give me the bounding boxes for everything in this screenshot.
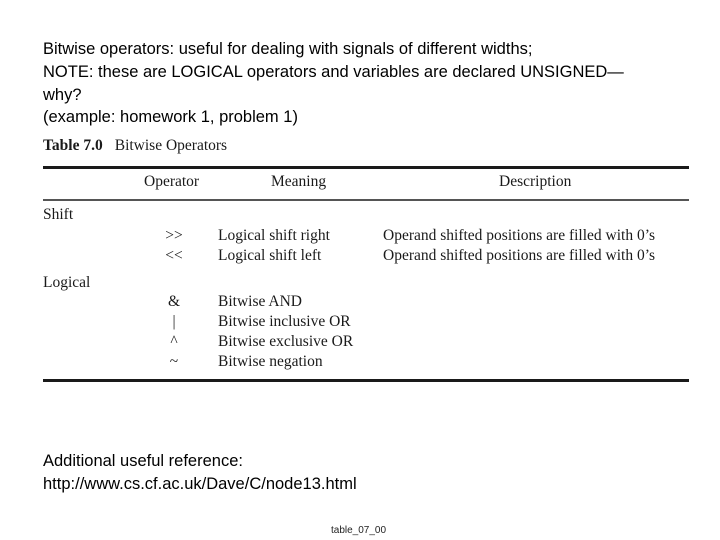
table-number: Table 7.0 — [43, 137, 103, 154]
intro-line-3: why? — [43, 86, 82, 104]
operator-or: | — [172, 313, 176, 330]
meaning-shift-right: Logical shift right — [218, 227, 330, 244]
group-label-shift: Shift — [43, 206, 74, 223]
table-title: Bitwise Operators — [114, 137, 228, 154]
operator-negation: ~ — [169, 353, 179, 370]
intro-line-4: (example: homework 1, problem 1) — [43, 108, 298, 126]
description-shift-left: Operand shifted positions are filled with 0’s — [383, 247, 656, 264]
slide-caption: table_07_00 — [331, 525, 387, 536]
group-label-logical: Logical — [43, 274, 91, 291]
meaning-xor: Bitwise exclusive OR — [218, 333, 354, 350]
table-caption — [43, 137, 227, 155]
description-shift-right: Operand shifted positions are filled with 0’s — [383, 227, 656, 244]
header-operator: Operator — [144, 173, 200, 190]
operator-shift-right: >> — [165, 227, 183, 244]
intro-line-2: NOTE: these are LOGICAL operators and variables are declared UNSIGNED— — [43, 63, 624, 81]
table-top-rule — [43, 166, 689, 169]
meaning-or: Bitwise inclusive OR — [218, 313, 351, 330]
header-meaning: Meaning — [271, 173, 327, 190]
meaning-shift-left: Logical shift left — [218, 247, 322, 264]
intro-line-1: Bitwise operators: useful for dealing with signals of different widths; — [43, 40, 533, 58]
operator-and: & — [167, 293, 181, 310]
reference-label: Additional useful reference: — [43, 452, 243, 470]
table-bottom-rule — [43, 379, 689, 382]
operator-xor: ^ — [170, 333, 178, 350]
operator-shift-left: << — [165, 247, 183, 264]
header-description: Description — [499, 173, 572, 190]
reference-url[interactable]: http://www.cs.cf.ac.uk/Dave/C/node13.html — [43, 475, 357, 493]
meaning-negation: Bitwise negation — [218, 353, 323, 370]
meaning-and: Bitwise AND — [218, 293, 302, 310]
table-header-rule — [43, 199, 689, 201]
